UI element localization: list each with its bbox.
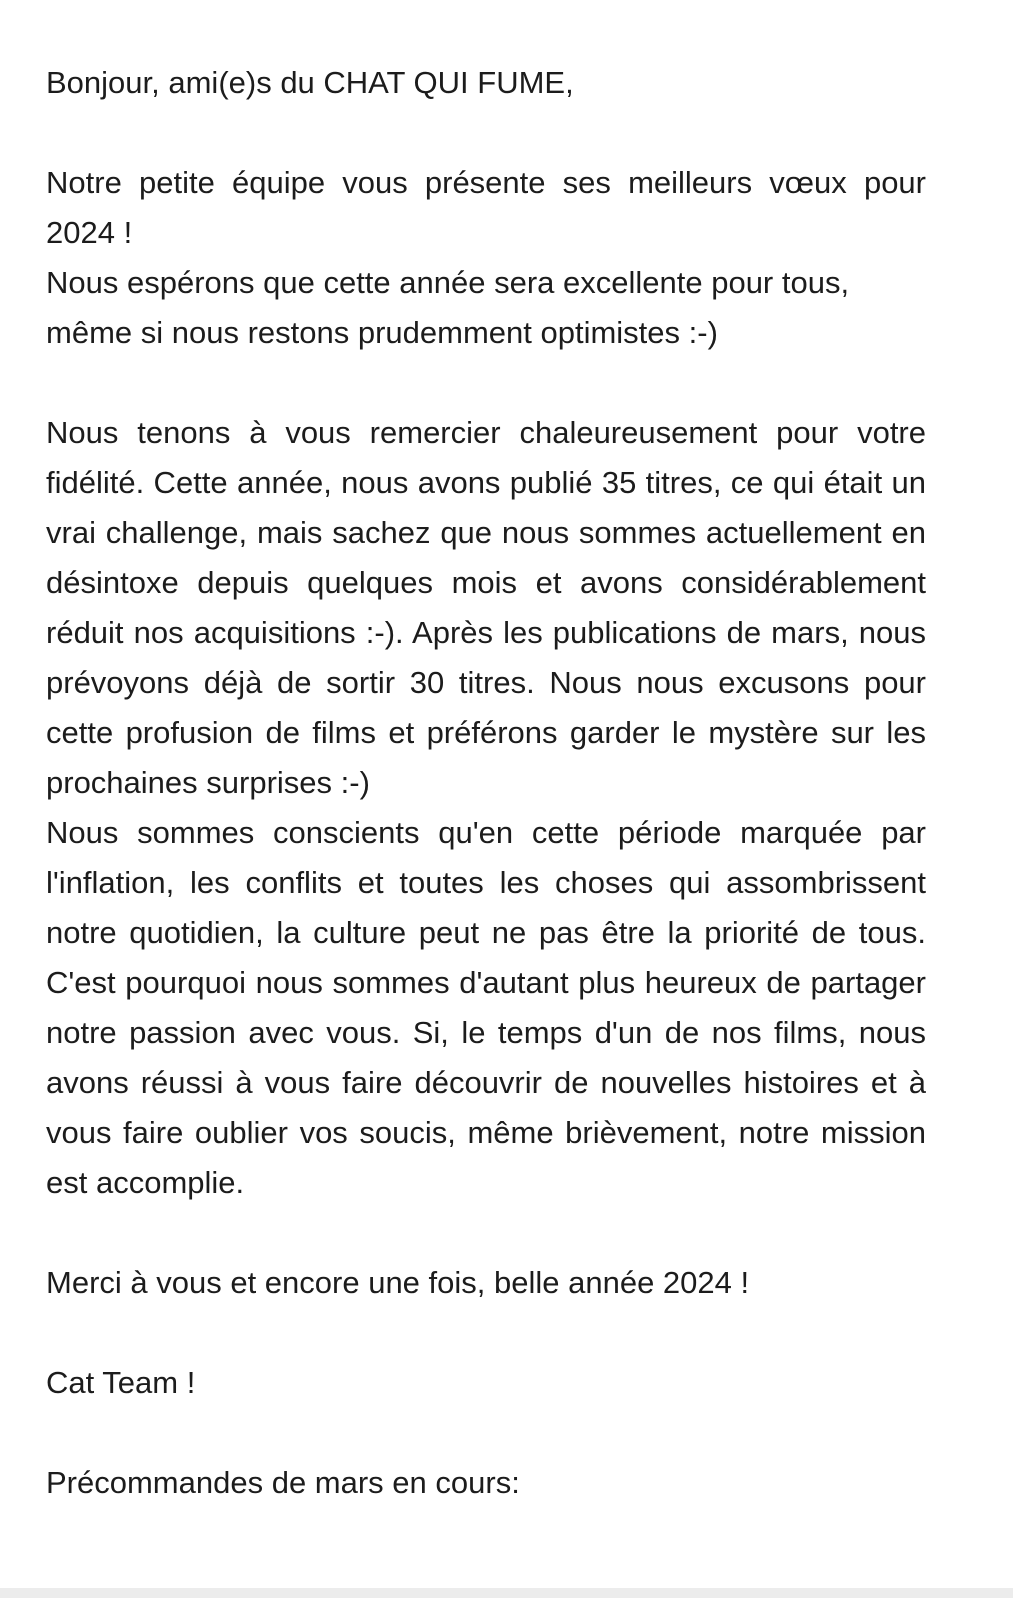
preorders-heading: Précommandes de mars en cours: bbox=[46, 1465, 520, 1500]
paragraph-spacer bbox=[46, 1308, 926, 1358]
paragraph-spacer bbox=[46, 358, 926, 408]
thanks-paragraph: Nous tenons à vous remercier chaleureusement pour votre fidélité. Cette année, nous avons publié 35 titres, ce qui était un vrai challenge, mais sachez que nous sommes actuellement en désintoxe depuis quelques mois et avons considérablement réduit nos acquisitions :-). Après les publications de mars, nous prévoyons déjà de sortir 30 titres. Nous nous excusons pour cette profusion de films et préférons garder le mystère sur les prochaines surprises :-) bbox=[46, 415, 926, 800]
wishes-text: Notre petite équipe vous présente ses meilleurs vœux pour 2024 ! bbox=[46, 165, 926, 250]
message-body bbox=[46, 58, 926, 1508]
paragraph-spacer bbox=[46, 1408, 926, 1458]
greeting-text: Bonjour, ami(e)s du CHAT QUI FUME, bbox=[46, 65, 574, 100]
context-paragraph: Nous sommes conscients qu'en cette période marquée par l'inflation, les conflits et toutes les choses qui assombrissent notre quotidien, la culture peut ne pas être la priorité de tous. C'est pourquoi nous sommes d'autant plus heureux de partager notre passion avec vous. Si, le temps d'un de nos films, nous avons réussi à vous faire découvrir de nouvelles histoires et à vous faire oublier vos soucis, même brièvement, notre mission est accomplie. bbox=[46, 815, 926, 1200]
paragraph-spacer bbox=[46, 108, 926, 158]
bottom-divider bbox=[0, 1588, 1013, 1598]
closing-text: Merci à vous et encore une fois, belle année 2024 ! bbox=[46, 1265, 750, 1300]
hope-text: Nous espérons que cette année sera excellente pour tous, même si nous restons prudemment optimistes :-) bbox=[46, 265, 850, 350]
paragraph-spacer bbox=[46, 1208, 926, 1258]
signature-text: Cat Team ! bbox=[46, 1365, 196, 1400]
